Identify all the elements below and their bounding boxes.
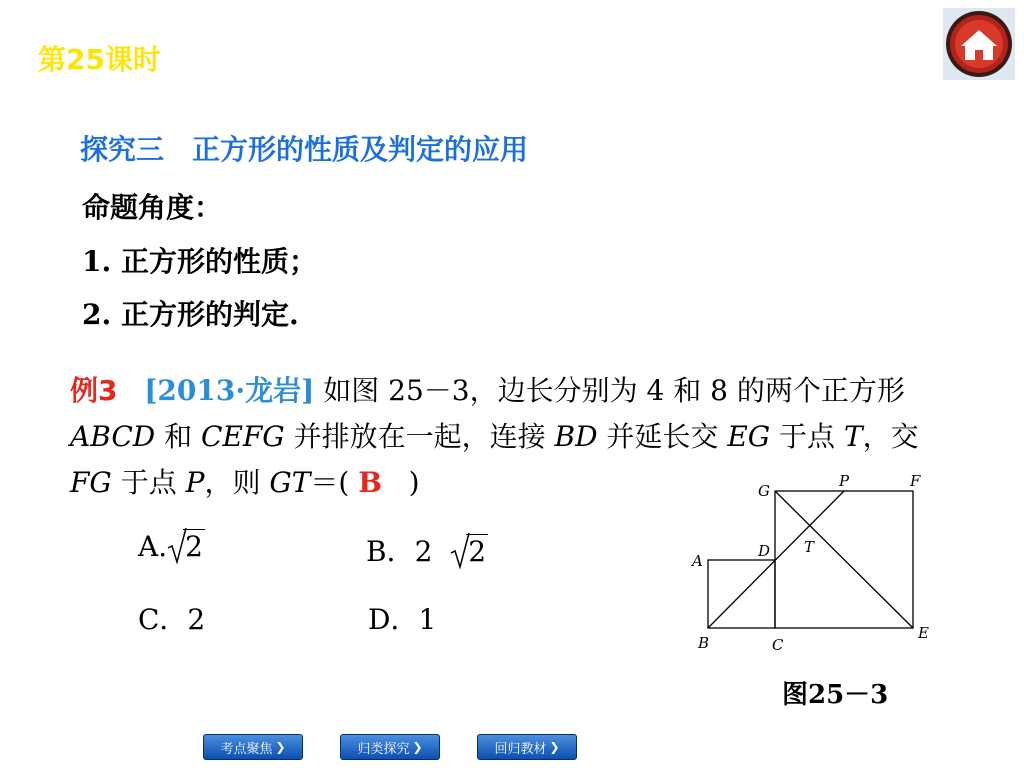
example-segment: 于点 [770, 420, 844, 453]
angle-item-1: 1. 正方形的性质； [82, 245, 317, 278]
segment-gt: GT [269, 466, 311, 499]
chevron-right-icon: ❯ [412, 740, 423, 754]
line-ge [775, 491, 913, 628]
option-d: D．1 [368, 603, 437, 636]
example-segment: ，交 [862, 420, 919, 453]
label-f: F [910, 472, 921, 490]
nav-button-category-explore[interactable] [340, 734, 440, 760]
figure-caption: 图25－3 [782, 680, 889, 710]
label-d: D [758, 542, 771, 560]
option-a-label: A. [138, 530, 168, 563]
example-segment: 并延长交 [597, 420, 728, 453]
option-b [366, 530, 488, 570]
segment-bd: BD [554, 420, 598, 453]
segment-fg: FG [70, 466, 112, 499]
nav-button-label: 考点聚焦 [220, 741, 273, 757]
label-c: C [772, 636, 784, 654]
angle-item-2: 2. 正方形的判定. [82, 298, 299, 331]
example-label: 例3 [70, 374, 118, 407]
lesson-label: 第25课时 [38, 43, 161, 76]
point-p: P [185, 466, 205, 499]
angle-label: 命题角度： [82, 191, 223, 224]
option-a-value: 2 [185, 530, 203, 563]
answer: B [358, 466, 382, 499]
label-b: B [698, 634, 710, 652]
label-a: A [692, 552, 703, 570]
nav-button-label: 回归教材 [494, 741, 547, 757]
sqrt-symbol [167, 530, 205, 563]
label-p: P [839, 472, 850, 490]
nav-button-back-to-textbook[interactable] [477, 734, 577, 760]
square-abcd: ABCD [70, 420, 156, 453]
geometry-figure [688, 470, 948, 660]
example-segment: 如图 25－3，边长分别为 4 和 8 的两个正方形 [314, 374, 905, 407]
label-e: E [918, 624, 929, 642]
example-segment: ) [408, 466, 420, 499]
example-segment: ，则 [204, 466, 270, 499]
option-b-value: 2 [468, 535, 487, 568]
option-a [138, 530, 205, 563]
example-segment: 并排放在一起，连接 [284, 420, 555, 453]
label-t: T [804, 538, 815, 556]
segment-eg: EG [727, 420, 771, 453]
section-title: 探究三 正方形的性质及判定的应用 [80, 133, 529, 166]
example-source: [2013·龙岩] [144, 374, 315, 407]
nav-button-label: 归类探究 [357, 741, 410, 757]
home-button[interactable] [943, 8, 1015, 80]
sqrt-symbol [450, 535, 488, 568]
example-segment: 和 [155, 420, 202, 453]
example-segment: 于点 [111, 466, 186, 499]
home-icon [943, 8, 1015, 80]
nav-button-key-points[interactable] [203, 734, 303, 760]
chevron-right-icon: ❯ [549, 740, 560, 754]
option-b-label: B．2 [366, 535, 433, 568]
option-c: C．2 [138, 603, 206, 636]
chevron-right-icon: ❯ [275, 740, 286, 754]
square-cefg: CEFG [201, 420, 285, 453]
point-t: T [843, 420, 863, 453]
example-segment: ＝( [310, 466, 350, 499]
label-g: G [758, 482, 770, 500]
